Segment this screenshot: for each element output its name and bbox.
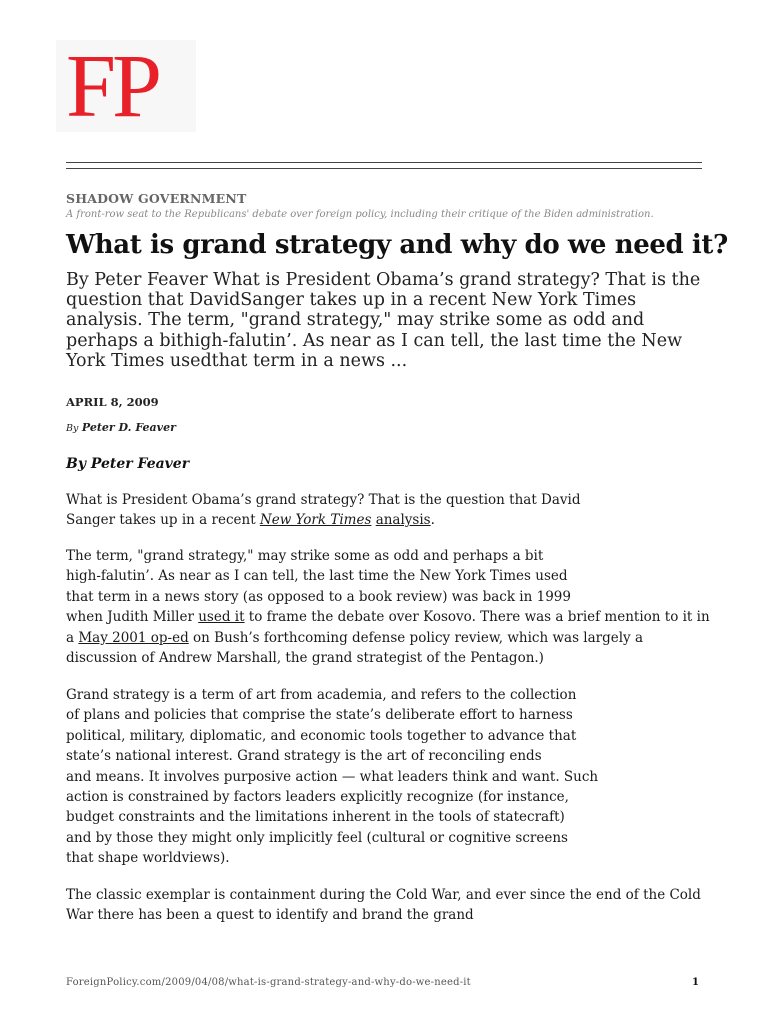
paragraph-line: What is President Obama’s grand strategy? That is the question that David xyxy=(66,492,581,508)
paragraph-1 xyxy=(66,490,716,531)
dek-line: By Peter Feaver What is President Obama’s grand strategy? That is the xyxy=(66,270,701,290)
paragraph-3 xyxy=(66,685,716,869)
paragraph-line: action is constrained by factors leaders explicitly recognize (for instance, xyxy=(66,789,569,806)
paragraph-line: The term, "grand strategy," may strike some as odd and perhaps a bit xyxy=(66,548,544,564)
dek-line: analysis. The term, "grand strategy," may strike some as odd and xyxy=(66,310,645,331)
paragraph-line: The classic exemplar is containment during the Cold War, and ever since the end of the Cold xyxy=(66,887,701,903)
nyt-link[interactable] xyxy=(260,512,371,528)
paragraph-line: that shape worldviews). xyxy=(66,850,230,867)
paragraph-line: political, military, diplomatic, and economic tools together to advance that xyxy=(66,727,577,744)
analysis-link[interactable]: analysis xyxy=(375,512,431,529)
text-run: a xyxy=(66,629,79,646)
used-it-link[interactable]: used it xyxy=(198,609,245,626)
publish-date: APRIL 8, 2009 xyxy=(66,395,159,409)
section-description: A front-row seat to the Republicans' debate over foreign policy, including their critique of the Biden administration. xyxy=(66,209,654,220)
paragraph-line: and means. It involves purposive action — what leaders think and want. Such xyxy=(66,768,599,785)
paragraph-line xyxy=(66,607,716,627)
dek-line: perhaps a bithigh-falutin’. As near as I can tell, the last time the New xyxy=(66,330,683,351)
paragraph-line: discussion of Andrew Marshall, the grand strategist of the Pentagon.) xyxy=(66,650,544,667)
article-dek xyxy=(66,270,706,371)
body-byline: By Peter Feaver xyxy=(66,456,190,472)
byline-prefix: By xyxy=(66,423,79,434)
text-run: on Bush’s forthcoming defense policy review, which was largely a xyxy=(188,629,644,646)
op-ed-link[interactable]: May 2001 op-ed xyxy=(78,629,189,646)
author-link[interactable]: Peter D. Feaver xyxy=(81,421,176,434)
byline xyxy=(66,421,176,434)
paragraph-line: state’s national interest. Grand strategy is the art of reconciling ends xyxy=(66,748,542,765)
section-label[interactable]: SHADOW GOVERNMENT xyxy=(66,191,247,206)
paragraph-line xyxy=(66,628,716,648)
paragraph-line: high-falutin’. As near as I can tell, the last time the New York Times used xyxy=(66,568,568,585)
fp-logo-text: FP xyxy=(66,37,159,136)
paragraph-line: that term in a news story (as opposed to a book review) was back in 1999 xyxy=(66,588,571,605)
fp-logo xyxy=(56,37,196,136)
page-number: 1 xyxy=(692,977,699,988)
paragraph-line: budget constraints and the limitations inherent in the tools of statecraft) xyxy=(66,809,565,826)
header-rule-top xyxy=(66,162,702,163)
footer-url: ForeignPolicy.com/2009/04/08/what-is-grand-strategy-and-why-do-we-need-it xyxy=(66,977,471,988)
paragraph-line: of plans and policies that comprise the state’s deliberate effort to harness xyxy=(66,707,573,724)
paragraph-4 xyxy=(66,885,716,926)
paragraph-line: War there has been a quest to identify and brand the grand xyxy=(66,907,474,924)
text-run: Sanger takes up in a recent xyxy=(66,512,260,529)
paragraph-line: and by those they might only implicitly feel (cultural or cognitive screens xyxy=(66,829,568,846)
nyt-link-text[interactable]: New York Times xyxy=(259,512,372,529)
text-run: when Judith Miller xyxy=(66,609,199,626)
paragraph-2 xyxy=(66,546,716,668)
paragraph-line: Grand strategy is a term of art from academia, and refers to the collection xyxy=(66,687,577,703)
paragraph-line xyxy=(66,510,716,530)
text-run: to frame the debate over Kosovo. There was a brief mention to it in xyxy=(244,609,710,626)
header-rule-bottom xyxy=(66,168,702,169)
text-run: . xyxy=(430,512,435,529)
dek-line: question that DavidSanger takes up in a recent New York Times xyxy=(66,290,637,311)
dek-line: York Times usedthat term in a news ... xyxy=(66,350,408,371)
article-headline: What is grand strategy and why do we need it? xyxy=(66,230,728,260)
